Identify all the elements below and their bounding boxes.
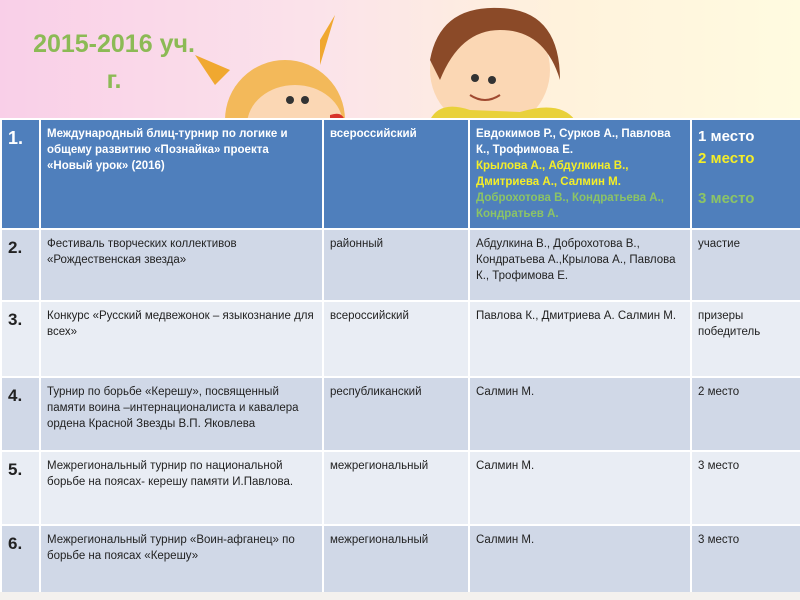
row-number: 3. — [1, 301, 40, 377]
row-number: 5. — [1, 451, 40, 525]
participants-second-place: Крылова А., Абдулкина В., Дмитриева А., Салмин М. — [476, 160, 629, 188]
level-cell: районный — [323, 229, 469, 301]
participants-cell — [469, 119, 691, 229]
result-cell — [691, 119, 800, 229]
table-row — [1, 451, 800, 525]
title-line-2: г. — [106, 66, 122, 94]
participants-cell: Абдулкина В., Доброхотова В., Кондратьева А.,Крылова А., Павлова К., Трофимова Е. — [469, 229, 691, 301]
level-cell: республиканский — [323, 377, 469, 451]
result-cell: 3 место — [691, 525, 800, 599]
row-number: 6. — [1, 525, 40, 599]
level-cell: межрегиональный — [323, 451, 469, 525]
result-second: 2 место — [698, 150, 755, 167]
table-row — [1, 301, 800, 377]
level-cell: межрегиональный — [323, 525, 469, 599]
participants-cell: Салмин М. — [469, 377, 691, 451]
banner — [0, 0, 800, 120]
result-cell: участие — [691, 229, 800, 301]
result-line: победитель — [698, 326, 761, 338]
result-cell: 3 место — [691, 451, 800, 525]
participants-cell: Павлова К., Дмитриева А. Салмин М. — [469, 301, 691, 377]
participants-cell: Салмин М. — [469, 451, 691, 525]
event-cell: Конкурс «Русский медвежонок – языкознание для всех» — [40, 301, 323, 377]
bottom-strip — [0, 592, 800, 600]
result-line: призеры — [698, 310, 744, 322]
event-cell: Межрегиональный турнир «Воин-афганец» по борьбе на поясах «Керешу» — [40, 525, 323, 599]
row-number: 1. — [1, 119, 40, 229]
table-row — [1, 525, 800, 599]
row-number: 2. — [1, 229, 40, 301]
event-cell: Международный блиц-турнир по логике и общему развитию «Познайка» проекта «Новый урок» (2016) — [40, 119, 323, 229]
row-number: 4. — [1, 377, 40, 451]
table-row — [1, 377, 800, 451]
result-cell: 2 место — [691, 377, 800, 451]
page-title — [14, 26, 214, 98]
achievements-table — [0, 118, 800, 600]
event-cell: Межрегиональный турнир по национальной борьбе на поясах- керешу памяти И.Павлова. — [40, 451, 323, 525]
title-line-1: 2015-2016 уч. — [33, 30, 195, 58]
level-cell: всероссийский — [323, 119, 469, 229]
participants-third-place: Доброхотова В., Кондратьева А., Кондратьев А. — [476, 192, 664, 220]
level-cell: всероссийский — [323, 301, 469, 377]
table-row — [1, 229, 800, 301]
participants-cell: Салмин М. — [469, 525, 691, 599]
result-first: 1 место — [698, 128, 755, 145]
event-cell: Фестиваль творческих коллективов «Рождественская звезда» — [40, 229, 323, 301]
participants-first-place: Евдокимов Р., Сурков А., Павлова К., Трофимова Е. — [476, 128, 671, 156]
result-cell — [691, 301, 800, 377]
table-row — [1, 119, 800, 229]
event-cell: Турнир по борьбе «Керешу», посвященный памяти воина –интернационалиста и кавалера ордена Красной Звезды В.П. Яковлева — [40, 377, 323, 451]
result-third: 3 место — [698, 190, 755, 207]
